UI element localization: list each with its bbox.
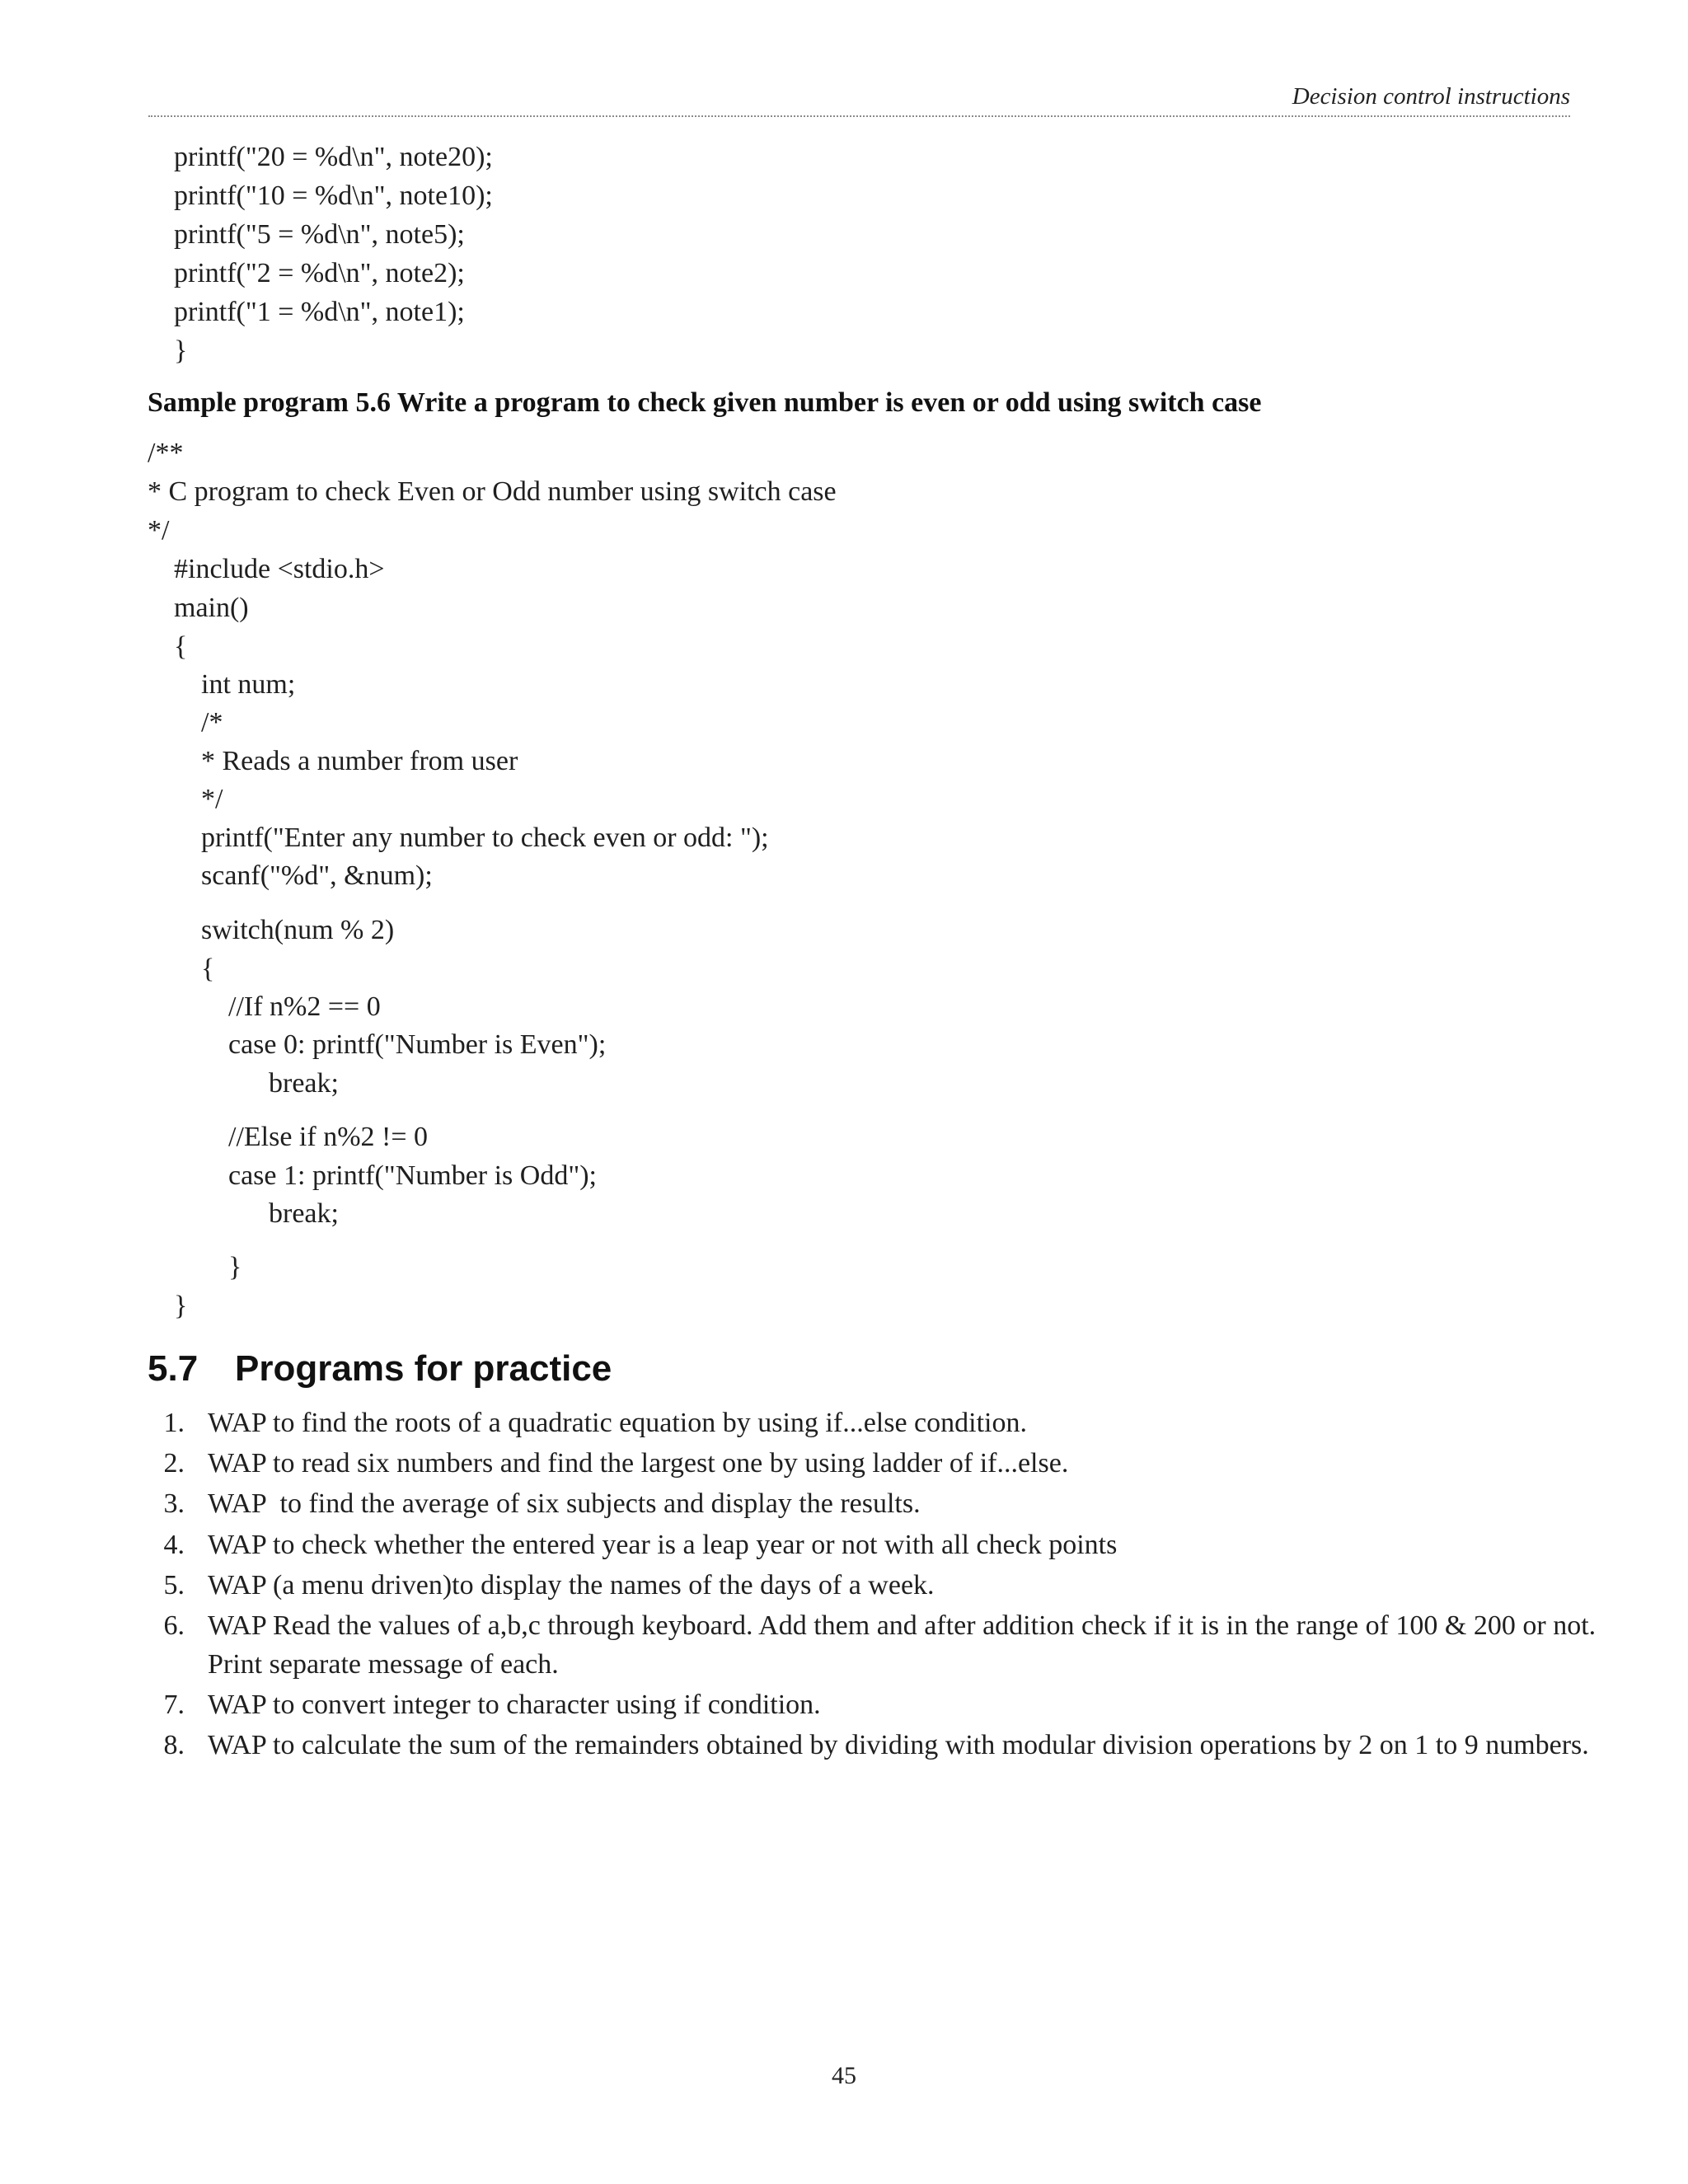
list-item	[148, 1444, 1574, 1483]
code-line: printf("20 = %d\n", note20);	[174, 142, 493, 172]
list-item-text: WAP to check whether the entered year is a leap year or not with all check points	[208, 1530, 1118, 1560]
list-item-text: WAP to read six numbers and find the largest one by using ladder of if...else.	[208, 1448, 1069, 1479]
code-line: scanf("%d", &num);	[201, 860, 433, 891]
list-item-text: WAP to find the roots of a quadratic equation by using if...else condition.	[208, 1408, 1027, 1438]
list-item-number: 8.	[163, 1730, 185, 1760]
code-line: //Else if n%2 != 0	[228, 1122, 429, 1152]
code-line: printf("5 = %d\n", note5);	[174, 219, 465, 250]
code-line: printf("10 = %d\n", note10);	[174, 180, 493, 211]
code-line: */	[201, 784, 223, 814]
list-item	[148, 1726, 1589, 1765]
code-line: }	[228, 1252, 242, 1282]
list-item	[148, 1484, 1574, 1523]
list-item-number: 1.	[163, 1408, 185, 1438]
list-item-text: WAP Read the values of a,b,c through keyboard. Add them and after addition check if it is in the range of 100 & 200 or not.	[208, 1610, 1597, 1641]
list-item-text-continued: Print separate message of each.	[208, 1649, 559, 1680]
code-line: /*	[201, 707, 223, 738]
code-line: {	[201, 954, 215, 984]
page-number: 45	[832, 2062, 856, 2089]
running-header-title: Decision control instructions	[1292, 83, 1570, 110]
section-title: Programs for practice	[235, 1348, 612, 1389]
code-line: printf("Enter any number to check even or odd: ");	[201, 823, 769, 853]
code-comment-line: */	[148, 515, 170, 546]
code-line: break;	[269, 1068, 339, 1099]
code-line: case 1: printf("Number is Odd");	[228, 1160, 597, 1191]
list-item-text: WAP (a menu driven)to display the names of the days of a week.	[208, 1570, 935, 1601]
running-header	[148, 81, 1570, 117]
code-line: }	[174, 1291, 188, 1321]
code-line: main()	[174, 593, 249, 623]
list-item	[148, 1526, 1574, 1564]
list-item-number: 7.	[163, 1690, 185, 1720]
list-item-text: WAP to calculate the sum of the remainders obtained by dividing with modular division operations by 2 on 1 to 9 numbers.	[208, 1730, 1589, 1760]
code-line: //If n%2 == 0	[228, 991, 381, 1022]
list-item-number: 4.	[163, 1530, 185, 1560]
list-item-text: WAP to find the average of six subjects and display the results.	[208, 1488, 921, 1519]
code-line: printf("1 = %d\n", note1);	[174, 297, 465, 327]
list-item-number: 2.	[163, 1448, 185, 1479]
list-item	[148, 1566, 1574, 1605]
section-heading	[148, 1347, 612, 1390]
code-comment-line: * C program to check Even or Odd number using switch case	[148, 476, 837, 507]
list-item-number: 6.	[163, 1610, 185, 1641]
list-item	[148, 1606, 1597, 1684]
list-item-number: 5.	[163, 1570, 185, 1601]
code-line: * Reads a number from user	[201, 746, 518, 776]
code-line: case 0: printf("Number is Even");	[228, 1029, 607, 1060]
section-number: 5.7	[148, 1348, 199, 1389]
code-line: printf("2 = %d\n", note2);	[174, 258, 465, 288]
list-item-text: WAP to convert integer to character using if condition.	[208, 1690, 821, 1720]
code-line: #include <stdio.h>	[174, 554, 385, 584]
code-line: }	[174, 335, 188, 366]
code-line: int num;	[201, 669, 296, 700]
sample-program-heading: Sample program 5.6 Write a program to check given number is even or odd using switch case	[148, 387, 1262, 418]
list-item-number: 3.	[163, 1488, 185, 1519]
code-line: break;	[269, 1198, 339, 1229]
list-item	[148, 1404, 1574, 1442]
code-comment-line: /**	[148, 438, 184, 468]
code-line: switch(num % 2)	[201, 915, 395, 945]
code-line: {	[174, 631, 188, 662]
list-item	[148, 1685, 1574, 1724]
